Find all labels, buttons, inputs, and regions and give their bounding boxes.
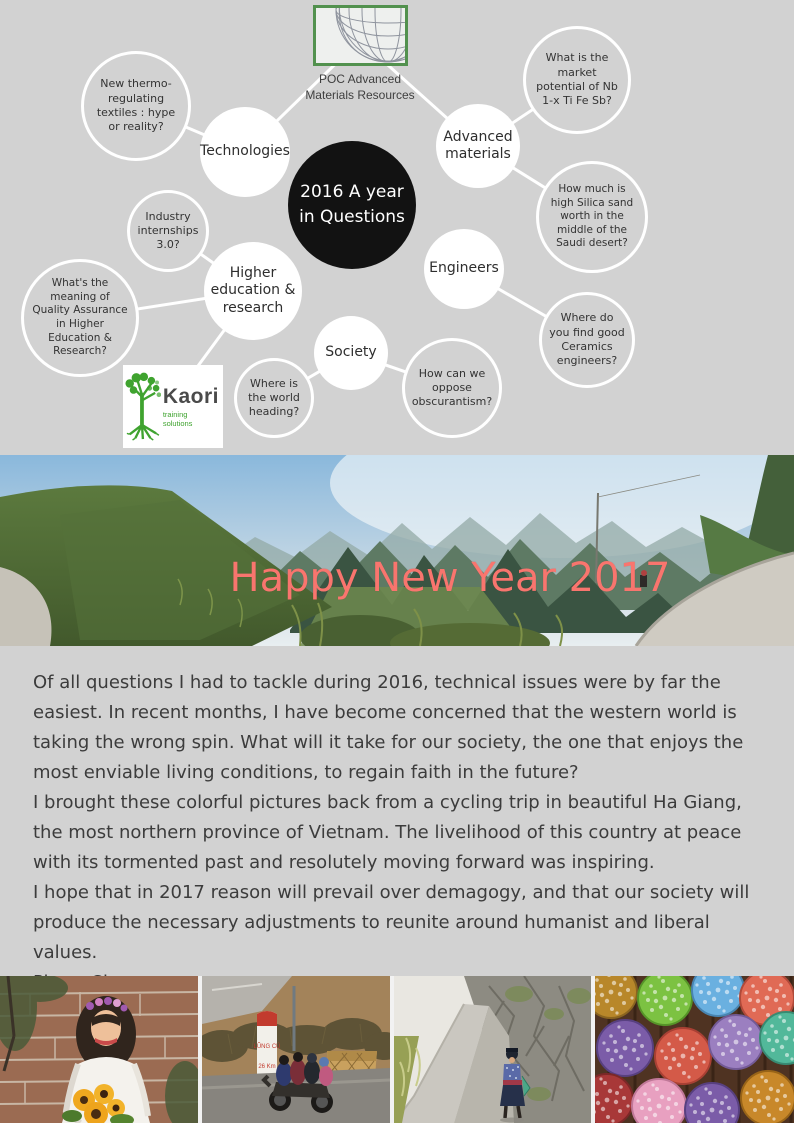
letter-paragraph-1: Of all questions I had to tackle during 2016, technical issues were by far the easiest. In recent months, I have become concerned that the western world is taking the wrong spin. What will it take for our society, the one that enjoys the most enviable living conditions, to regain faith in the future? — [33, 672, 744, 783]
question-bubble-market-potential: What is the market potential of Nb 1-x Ti Fe Sb? — [523, 26, 631, 134]
svg-text:26 Km: 26 Km — [257, 1064, 276, 1070]
poc-logo-box — [313, 5, 408, 66]
photo-girl-with-sunflowers — [0, 976, 198, 1123]
family-on-motorbike-image — [202, 976, 391, 1123]
new-year-greeting: Happy New Year 2017 — [229, 555, 671, 601]
mindmap-node-higher-education: Higher education & research — [204, 242, 302, 340]
question-bubble-silica-sand: How much is high Silica sand worth in the middle of the Saudi desert? — [536, 161, 648, 273]
colorful-bowls-image — [595, 976, 794, 1123]
girl-with-sunflowers-image — [0, 976, 198, 1123]
svg-text:LŨNG CÚ: LŨNG CÚ — [252, 1044, 281, 1050]
photo-woman-walking-road — [394, 976, 591, 1123]
photo-family-on-motorbike — [202, 976, 391, 1123]
center-title-line2: in Questions — [299, 207, 405, 227]
mindmap-node-advanced-materials: Advanced materials — [436, 104, 520, 188]
letter-section — [0, 646, 794, 976]
mindmap-node-engineers: Engineers — [424, 229, 504, 309]
mosaic-bowls — [595, 976, 794, 1123]
poc-label — [295, 71, 425, 103]
question-bubble-quality-assurance: What's the meaning of Quality Assurance in Higher Education & Research? — [21, 259, 139, 377]
mindmap-center-title — [288, 141, 416, 269]
letter-paragraph-2: I brought these colorful pictures back from a cycling trip in beautiful Ha Giang, the most northern province of Vietnam. The livelihood of this country at peace with its tormented past and resolutely moving forward was inspiring. — [33, 792, 742, 873]
poc-label-line2: Materials Resources — [305, 88, 415, 103]
kaori-wordmark: Kaori — [162, 385, 219, 408]
letter-paragraph-3: I hope that in 2017 reason will prevail over demagogy, and that our society will produce the necessary adjustments to reunite around humanist and liberal values. — [33, 882, 750, 963]
photo-strip — [0, 976, 794, 1123]
center-title-line1: 2016 A year — [300, 181, 404, 202]
question-bubble-ceramics-engineers: Where do you find good Ceramics engineers? — [539, 292, 635, 388]
panorama-banner — [0, 455, 794, 646]
mindmap-section — [0, 0, 794, 455]
poc-label-line1: POC Advanced — [318, 72, 402, 86]
question-bubble-thermo-textiles: New thermo-regulating textiles : hype or reality? — [81, 51, 191, 161]
question-bubble-world-heading: Where is the world heading? — [234, 358, 314, 438]
question-bubble-industry-internships: Industry internships 3.0? — [127, 190, 209, 272]
question-bubble-obscurantism: How can we oppose obscurantism? — [402, 338, 502, 438]
mindmap-node-society: Society — [314, 316, 388, 390]
ha-giang-panorama-photo — [0, 455, 794, 646]
photo-colorful-bowls — [595, 976, 794, 1123]
kaori-logo — [123, 365, 223, 448]
globe-wireframe-icon — [316, 8, 405, 63]
woman-walking-road-image — [394, 976, 591, 1123]
mindmap-node-technologies: Technologies — [200, 107, 290, 197]
kaori-tree-icon — [125, 370, 161, 444]
kaori-tagline: training solutions — [162, 410, 193, 428]
